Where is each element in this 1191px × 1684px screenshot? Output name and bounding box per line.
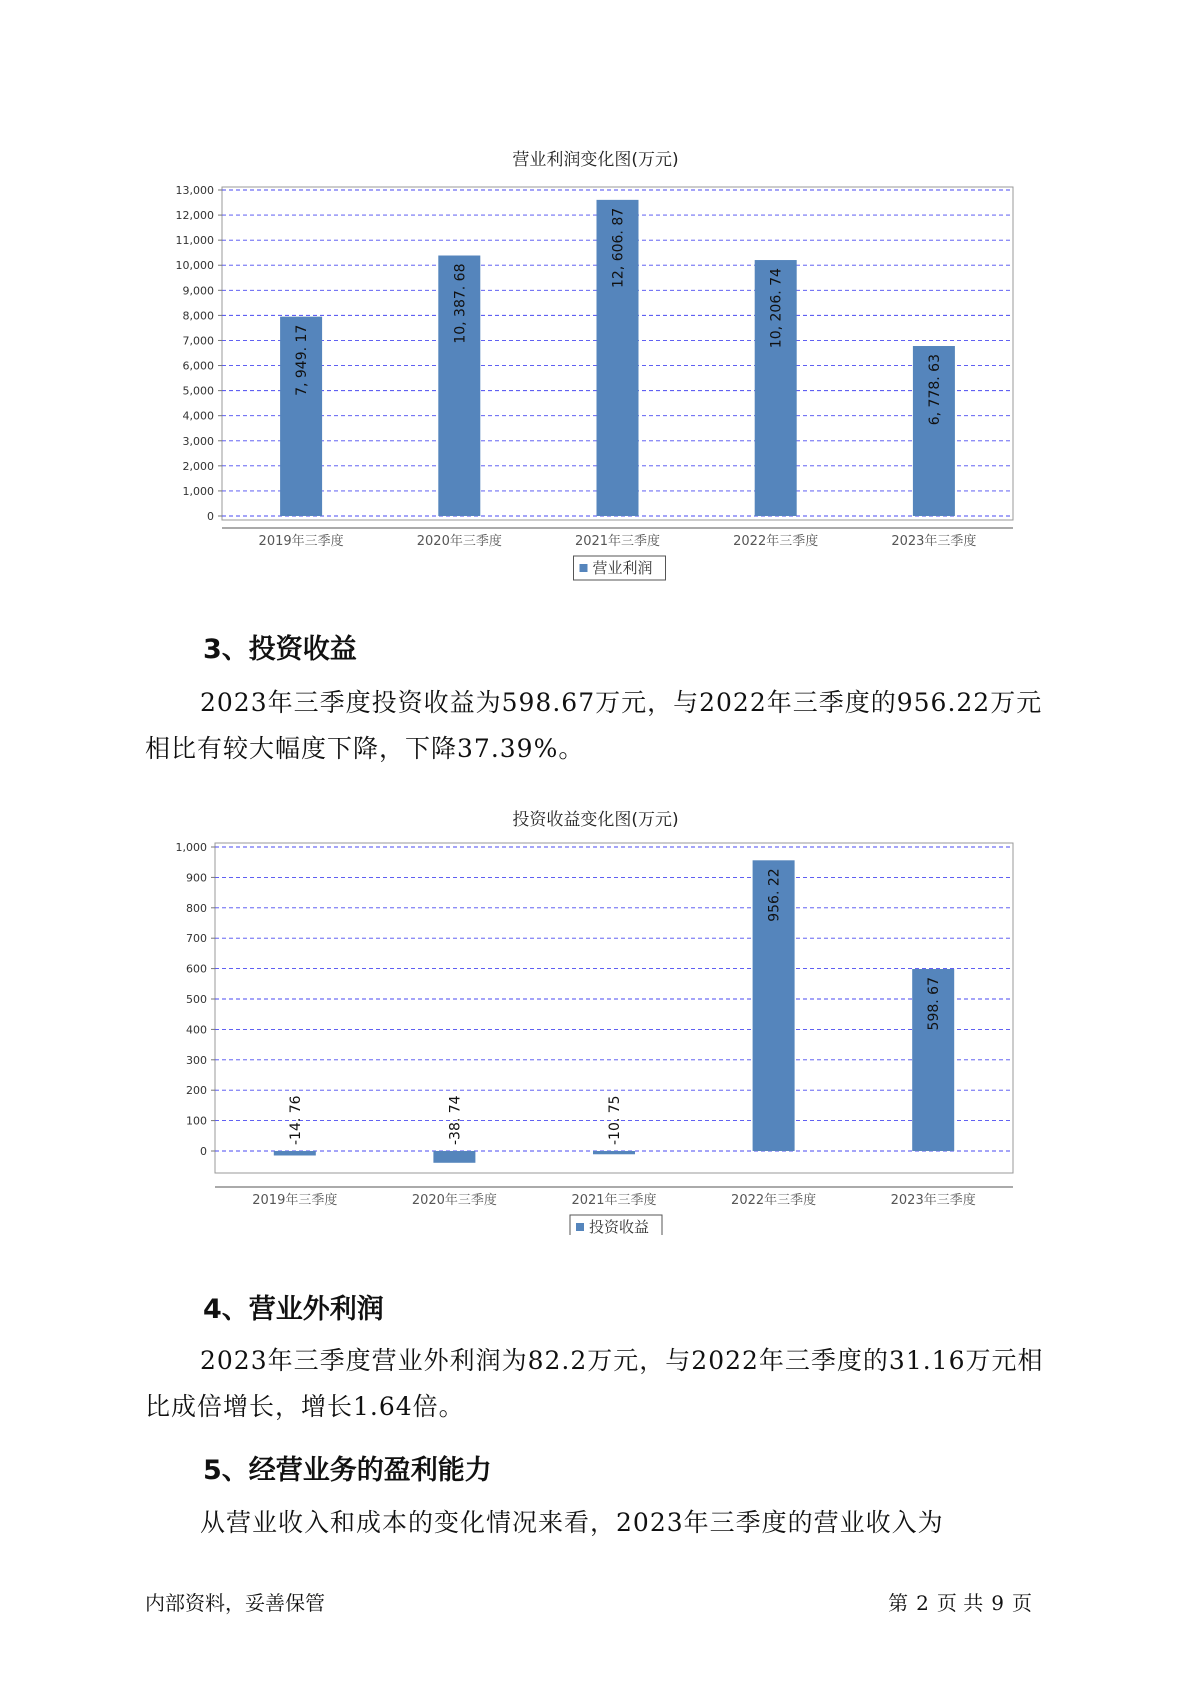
investment-income-chart — [0, 815, 1191, 1235]
y-tick-label: 6,000 — [182, 359, 214, 373]
y-tick-label: 900 — [186, 871, 207, 885]
chart1-title: 营业利润变化图(万元) — [512, 150, 679, 170]
footer-page-number — [884, 1587, 1036, 1616]
legend-label: 营业利润 — [592, 559, 653, 577]
page-suffix: 页 — [1012, 1591, 1032, 1615]
y-tick-label: 800 — [186, 901, 207, 915]
y-tick-label: 9,000 — [182, 284, 214, 298]
y-tick-label: 1,000 — [175, 841, 207, 854]
section-5-text: 从营业收入和成本的变化情况来看，2023年三季度的营业收入为 — [200, 1508, 944, 1537]
data-label: -14. 76 — [287, 1095, 304, 1145]
data-label: 956. 22 — [766, 868, 783, 922]
x-tick-label: 2021年三季度 — [571, 1193, 657, 1208]
x-tick-label: 2019年三季度 — [252, 1193, 338, 1208]
y-tick-label: 0 — [207, 510, 214, 523]
y-tick-label: 500 — [186, 993, 207, 1006]
page-mid: 页 共 — [936, 1591, 984, 1615]
y-tick-label: 3,000 — [182, 434, 214, 448]
x-tick-label: 2022年三季度 — [733, 534, 819, 549]
data-label: 6, 778. 63 — [926, 354, 943, 426]
y-tick-label: 600 — [186, 962, 207, 976]
section-4-heading: 4、营业外利润 — [203, 1294, 384, 1325]
section-4-text: 2023年三季度营业外利润为82.2万元，与2022年三季度的31.16万元相比成倍增长，增长1.64倍。 — [145, 1346, 1044, 1421]
data-label: 598. 67 — [926, 977, 943, 1031]
y-tick-label: 5,000 — [182, 384, 214, 398]
data-label: -38. 74 — [447, 1095, 464, 1145]
y-tick-label: 7,000 — [182, 334, 214, 348]
page-num: 2 — [916, 1591, 929, 1615]
data-label: 10, 387. 68 — [452, 263, 469, 344]
operating-profit-chart — [0, 150, 1191, 600]
y-tick-label: 100 — [186, 1114, 207, 1128]
y-tick-label: 8,000 — [182, 309, 214, 323]
y-tick-label: 12,000 — [175, 209, 214, 223]
y-tick-label: 13,000 — [175, 184, 214, 197]
legend-swatch — [576, 1223, 584, 1231]
x-tick-label: 2023年三季度 — [890, 1193, 976, 1208]
section-3-heading: 3、投资收益 — [203, 634, 357, 665]
data-label: 7, 949. 17 — [294, 324, 311, 396]
y-tick-label: 11,000 — [175, 234, 214, 248]
footer-confidential: 内部资料，妥善保管 — [145, 1591, 325, 1615]
chart2-title: 投资收益变化图(万元) — [512, 810, 679, 830]
legend-label: 投资收益 — [589, 1218, 650, 1235]
legend-swatch — [580, 564, 588, 572]
y-tick-label: 2,000 — [182, 459, 214, 473]
x-tick-label: 2019年三季度 — [258, 534, 344, 549]
y-tick-label: 0 — [200, 1145, 207, 1158]
y-tick-label: 4,000 — [182, 409, 214, 423]
y-tick-label: 200 — [186, 1084, 207, 1098]
y-tick-label: 300 — [186, 1053, 207, 1067]
y-tick-label: 10,000 — [175, 259, 214, 273]
page-total: 9 — [991, 1591, 1004, 1615]
y-tick-label: 1,000 — [182, 484, 214, 498]
data-label: 12, 606. 87 — [610, 207, 627, 289]
bar — [274, 1151, 316, 1155]
x-tick-label: 2023年三季度 — [891, 534, 977, 549]
page-prefix: 第 — [888, 1591, 909, 1615]
section-3-text: 2023年三季度投资收益为598.67万元，与2022年三季度的956.22万元相比有较大幅度下降，下降37.39%。 — [145, 688, 1043, 763]
bar — [593, 1151, 635, 1154]
section-5-heading: 5、经营业务的盈利能力 — [203, 1455, 492, 1486]
x-tick-label: 2022年三季度 — [731, 1193, 817, 1208]
data-label: -10. 75 — [607, 1095, 623, 1145]
x-tick-label: 2020年三季度 — [411, 1193, 497, 1208]
y-tick-label: 700 — [186, 932, 207, 946]
y-tick-label: 400 — [186, 1023, 207, 1037]
x-tick-label: 2020年三季度 — [416, 534, 502, 549]
x-tick-label: 2021年三季度 — [574, 534, 661, 549]
data-label: 10, 206. 74 — [768, 268, 785, 349]
bar — [433, 1151, 475, 1163]
